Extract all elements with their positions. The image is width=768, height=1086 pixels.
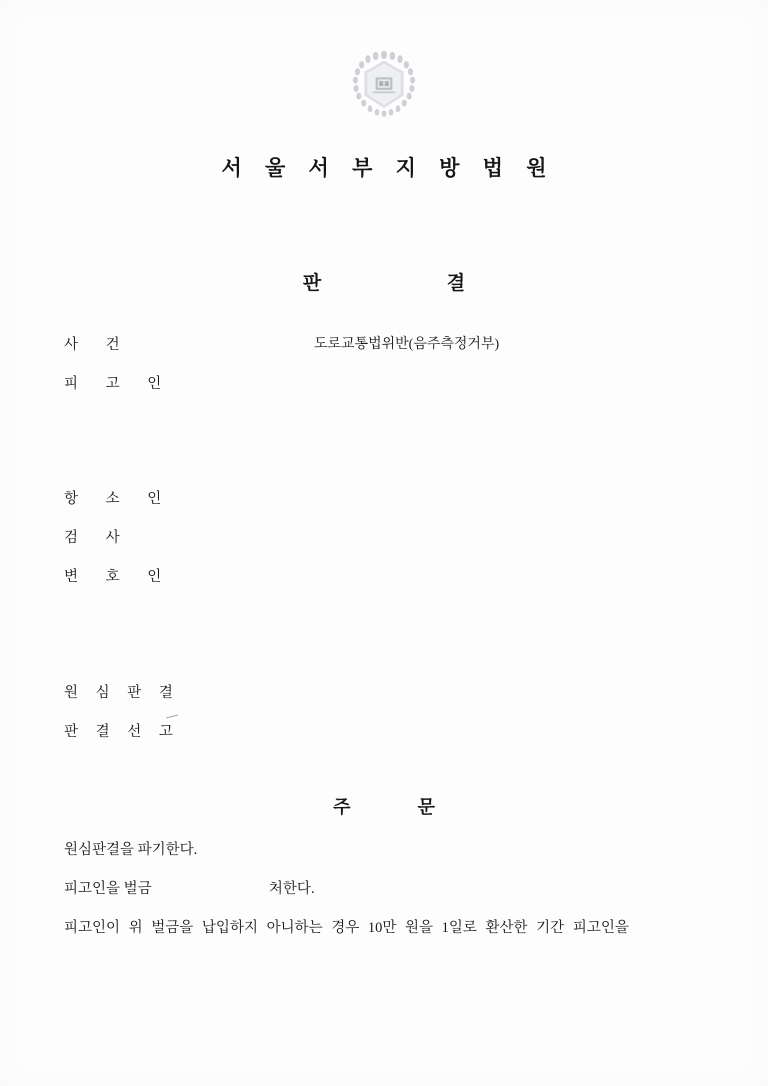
stray-pen-mark (166, 715, 178, 719)
order-paragraph-2-prefix: 피고인을 벌금 (64, 881, 152, 897)
document-kind-left: 판 (302, 273, 322, 294)
field-row-appellant (64, 487, 724, 509)
field-label-attorney: 변 호 인 (64, 569, 174, 585)
order-paragraph-2 (64, 879, 704, 899)
field-row-defendant (64, 372, 724, 394)
order-paragraph-2-suffix: 처한다. (268, 881, 315, 897)
field-label-sentencing-date: 판 결 선 고 (64, 724, 180, 740)
field-row-attorney (64, 565, 724, 587)
field-label-prosecutor: 검 사 (64, 530, 132, 546)
order-section-heading (0, 793, 768, 819)
court-name: 서 울 서 부 지 방 법 원 (221, 156, 556, 180)
document-kind-heading (0, 268, 768, 295)
court-emblem-container (0, 48, 768, 122)
field-row-original-judgment (64, 681, 724, 703)
korean-court-emblem-icon (342, 48, 426, 122)
field-label-original-judgment: 원 심 판 결 (64, 685, 180, 701)
field-row-sentencing-date (64, 720, 724, 742)
field-row-case (64, 333, 724, 355)
order-paragraph-1: 원심판결을 파기한다. (64, 842, 198, 858)
order-heading-left: 주 (333, 797, 351, 817)
order-heading-right: 문 (417, 797, 435, 817)
field-value-case: 도로교통법위반(음주측정거부) (314, 337, 500, 352)
field-label-case: 사 건 (64, 337, 132, 353)
order-paragraph-3: 피고인이 위 벌금을 납입하지 아니하는 경우 10만 원을 1일로 환산한 기간 피고인을 (64, 920, 629, 936)
field-row-prosecutor (64, 526, 724, 548)
field-label-appellant: 항 소 인 (64, 491, 174, 507)
document-kind-right: 결 (446, 273, 466, 294)
field-label-defendant: 피 고 인 (64, 376, 174, 392)
